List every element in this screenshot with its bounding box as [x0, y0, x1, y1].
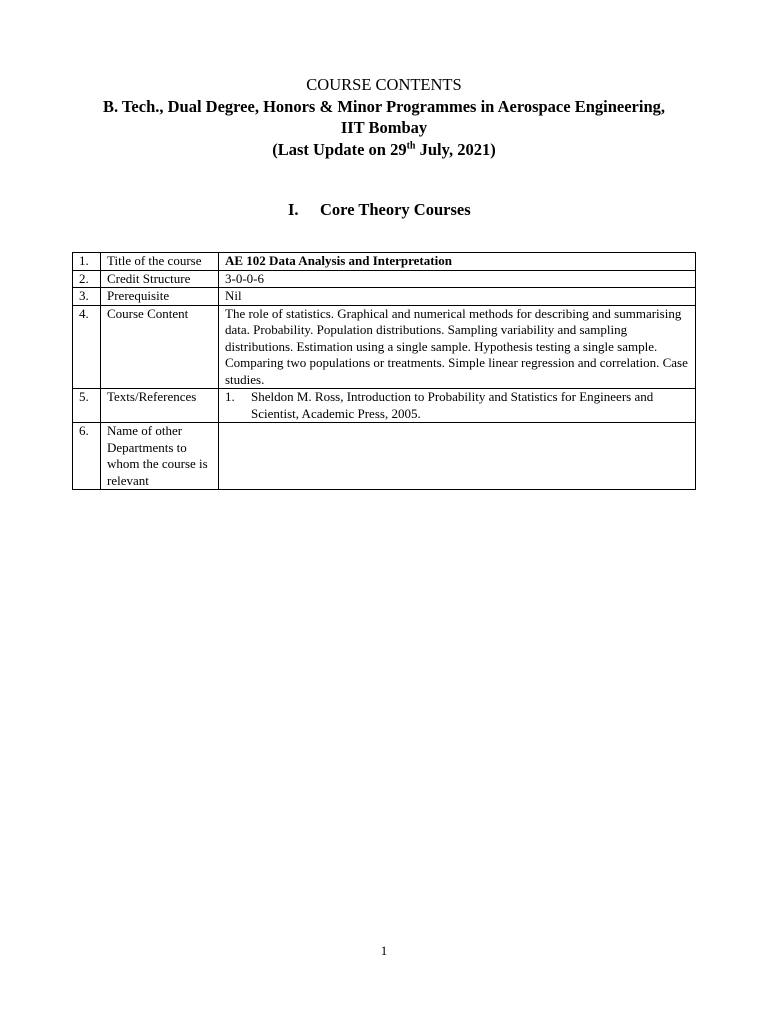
table-row — [73, 270, 696, 288]
references-value — [219, 389, 696, 423]
header-last-update-prefix: (Last Update on 29 — [272, 139, 407, 159]
header-institute: IIT Bombay — [340, 118, 428, 137]
table-row — [73, 423, 696, 490]
table-row — [73, 288, 696, 306]
row-label: Course Content — [101, 305, 219, 389]
row-label: Texts/References — [101, 389, 219, 423]
row-number: 6. — [73, 423, 101, 490]
course-content-value: The role of statistics. Graphical and numerical methods for describing and summarising data. Probability. Population distributions. Sampling variability and sampling distributions. Estimation using a single sample. Hypothesis testing a single sample. Comparing two populations or treatments. Simple linear regression and correlation. Case studies. — [219, 305, 696, 389]
reference-text: Sheldon M. Ross, Introduction to Probability and Statistics for Engineers and Scientist, Academic Press, 2005. — [251, 389, 654, 421]
row-label: Prerequisite — [101, 288, 219, 306]
table-row — [73, 253, 696, 271]
course-table — [72, 252, 696, 490]
document-header — [0, 74, 768, 160]
row-number: 5. — [73, 389, 101, 423]
header-title: COURSE CONTENTS — [306, 75, 462, 94]
course-title-value: AE 102 Data Analysis and Interpretation — [219, 253, 696, 271]
header-last-update-sup: th — [406, 140, 416, 151]
row-number: 1. — [73, 253, 101, 271]
row-number: 2. — [73, 270, 101, 288]
section-number: I. — [288, 200, 299, 219]
row-label: Title of the course — [101, 253, 219, 271]
prerequisite-value: Nil — [219, 288, 696, 306]
header-last-update — [0, 139, 768, 161]
other-departments-value — [219, 423, 696, 490]
row-number: 3. — [73, 288, 101, 306]
page-number: 1 — [380, 943, 388, 958]
row-number: 4. — [73, 305, 101, 389]
table-row — [73, 389, 696, 423]
header-programmes: B. Tech., Dual Degree, Honors & Minor Programmes in Aerospace Engineering, — [102, 96, 666, 116]
table-row — [73, 305, 696, 389]
section-title: Core Theory Courses — [320, 200, 471, 219]
row-label: Credit Structure — [101, 270, 219, 288]
section-heading — [288, 200, 471, 220]
header-last-update-suffix: July, 2021) — [415, 139, 496, 159]
row-label: Name of other Departments to whom the course is relevant — [101, 423, 219, 490]
reference-item — [225, 389, 695, 422]
credit-structure-value: 3-0-0-6 — [219, 270, 696, 288]
reference-number: 1. — [225, 389, 235, 404]
